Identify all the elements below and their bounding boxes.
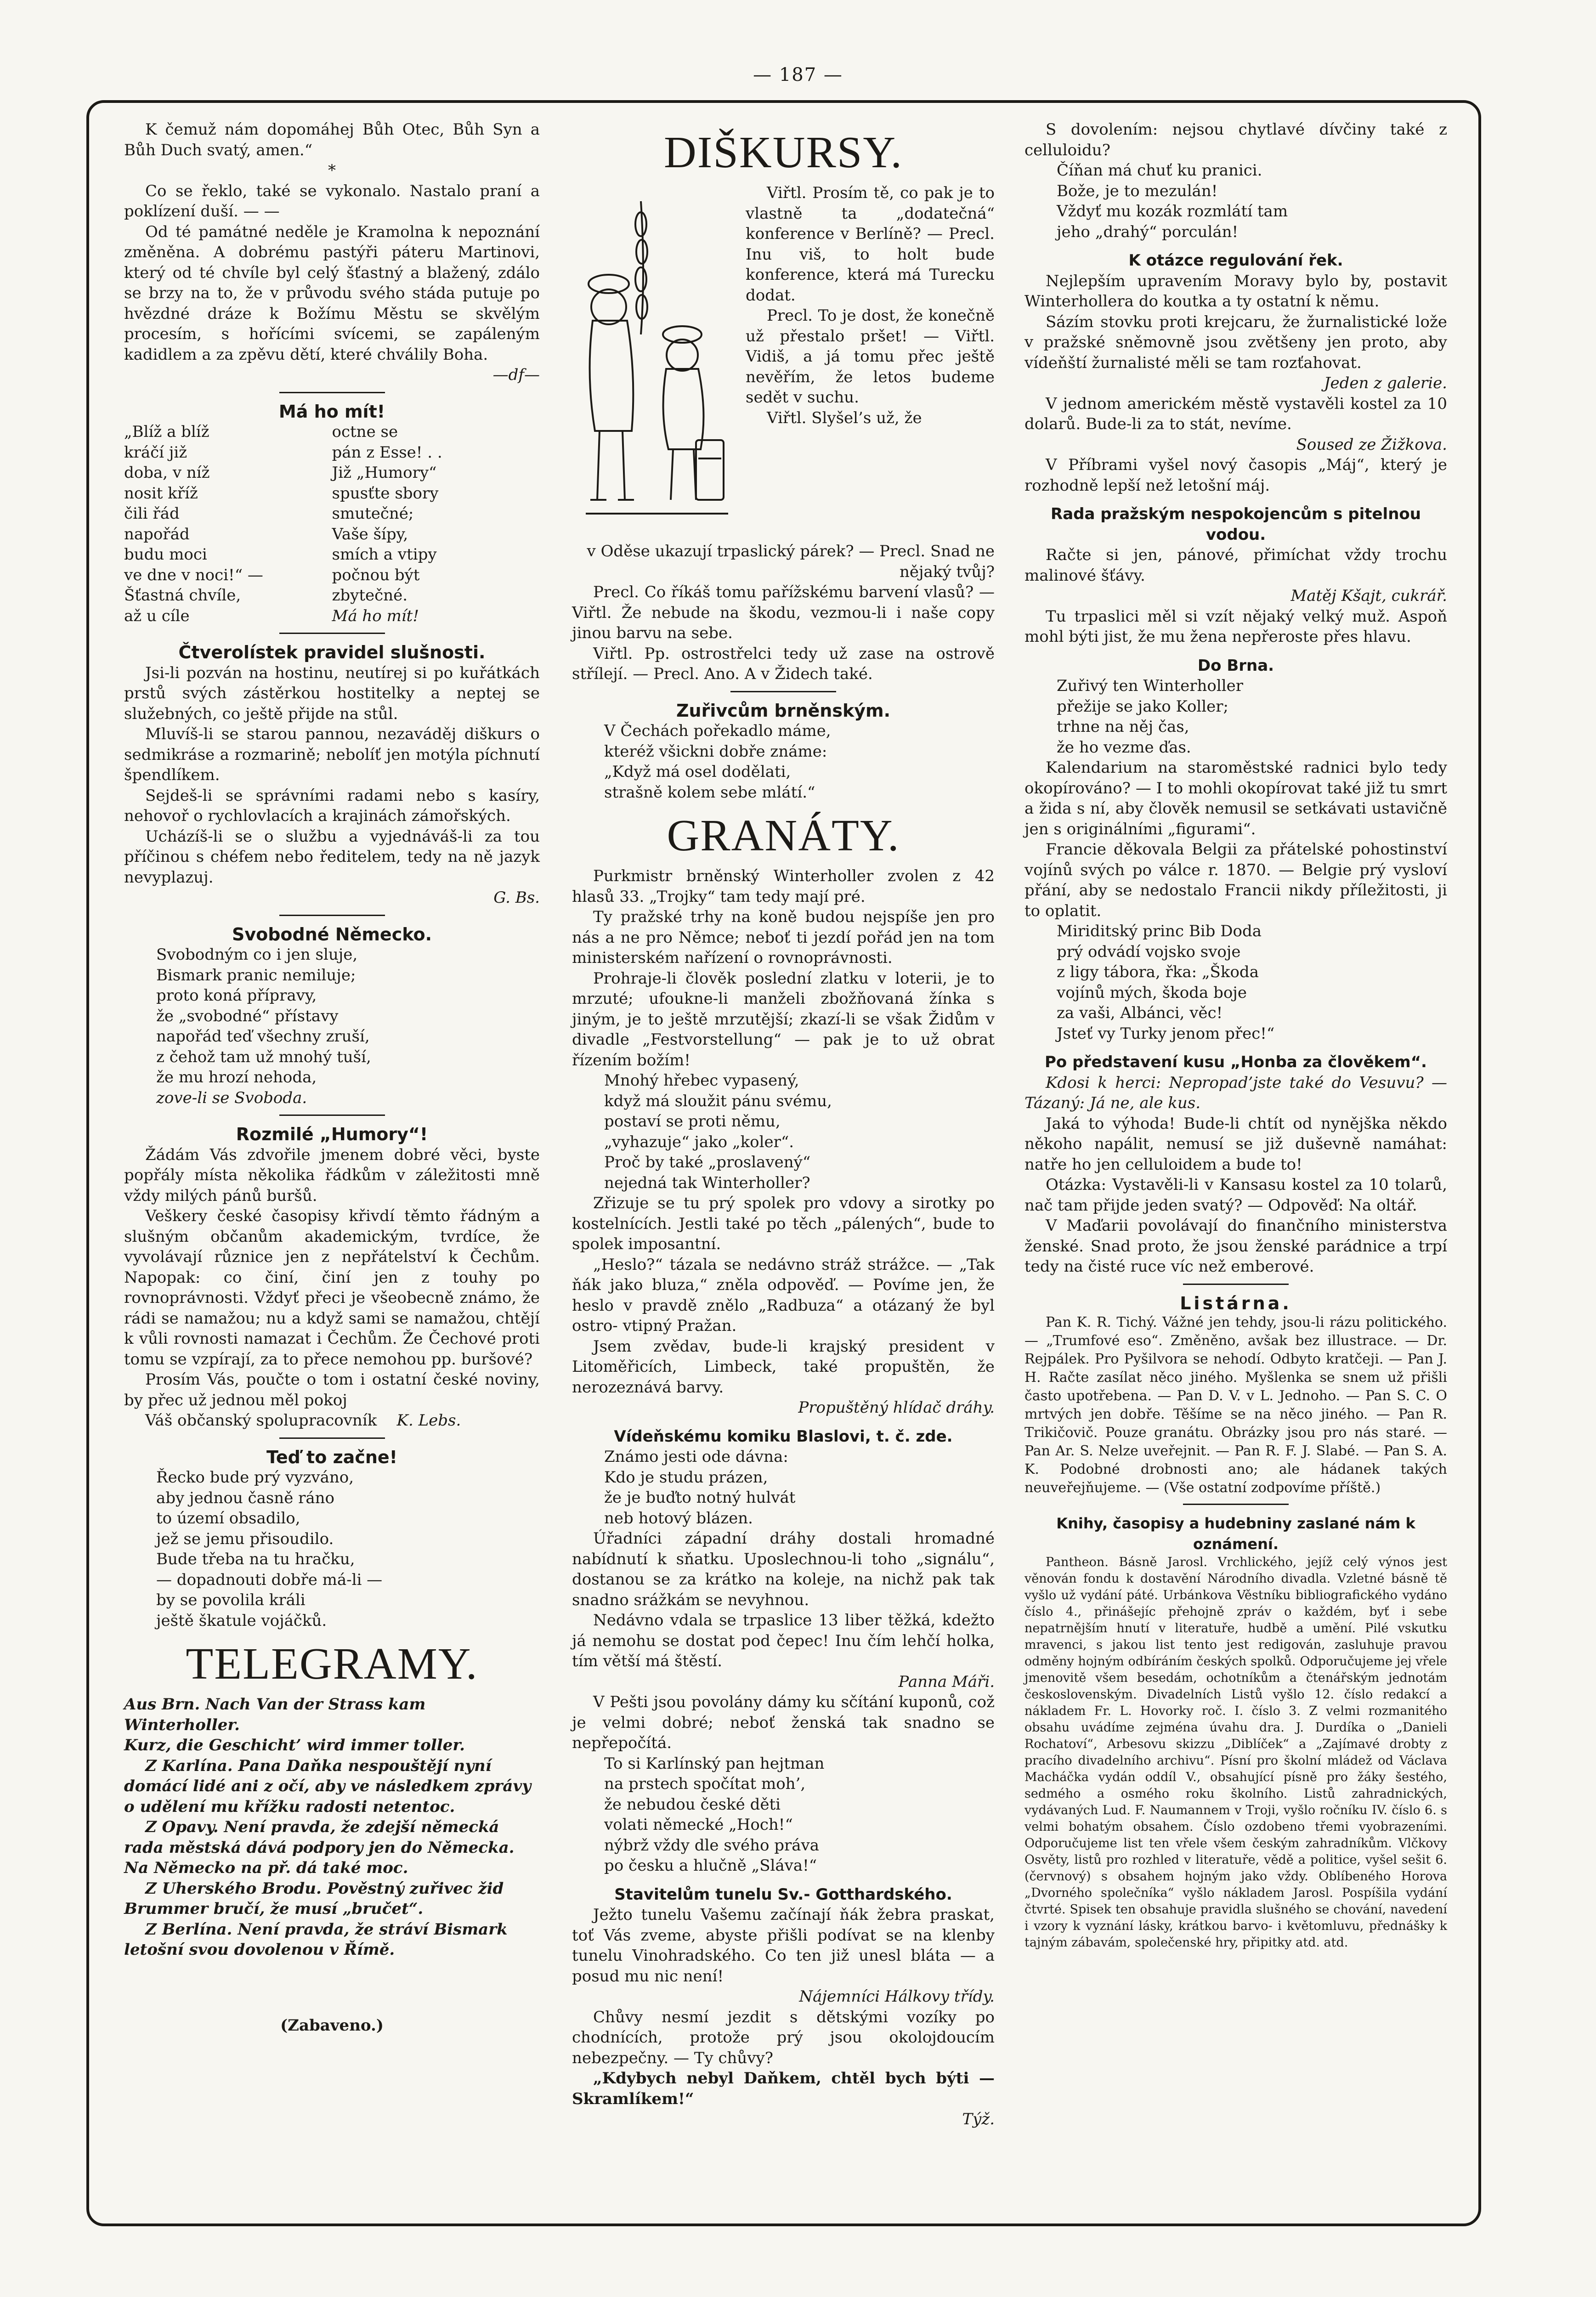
intro-para-1: K čemuž nám dopomáhej Bůh Otec, Bůh Syn a Bůh Duch svatý, amen.“ [124, 120, 540, 159]
poem-line: z čehož tam už mnohý tuší, [156, 1047, 371, 1066]
poem-line: čili řád [124, 504, 180, 523]
signature: K. Lebs. [396, 1411, 461, 1430]
article-para: S dovolením: nejsou chytlavé dívčiny také z celluloidu? [1024, 120, 1447, 159]
poem-line: smutečné; [332, 504, 414, 523]
poem-line: smích a vtipy [332, 545, 437, 564]
divider [730, 691, 836, 692]
poem-line: že ho vezme ďas. [1057, 738, 1191, 757]
divider [279, 633, 385, 634]
poem-line: Vaše šípy, [332, 525, 408, 543]
poem-line: proto koná přípravy, [156, 986, 317, 1005]
article-para: Jsi-li pozván na hostinu, neutírej si po kuřátkách prstů svých zástěrkou hostitelky a neptej se služebných, co ještě přijde na stůl. [124, 663, 540, 723]
poem-line: strašně kolem sebe mlátí.“ [604, 783, 815, 802]
intro-para-3: Od té památné neděle je Kramolna k nepoznání změněna. A dobrému pastýři páteru Martinovi, který od té chvíle byl celý šťastný a blažený, zdálo se brzy na to, že v průvodu svého stáda putuje po hvězdné dráze k Božímu Městu se skvělým procesím, s hořícími svícemi, se zapáleným kadidlem a za zpěvu dětí, které chválily Boha. [124, 222, 540, 364]
heading-svobodne-nemecko: Svobodné Německo. [232, 924, 432, 945]
dialog-para: Viřtl. Pp. ostrostřelci tedy už zase na ostrově střílejí. — Precl. Ano. A v Židech také. [572, 644, 995, 683]
poem-line: Miriditský princ Bib Doda [1057, 922, 1262, 940]
poem-line: „vyhazuje“ jako „koler“. [604, 1132, 794, 1151]
poem-line: Již „Humory“ [332, 464, 437, 482]
closing-line [124, 1410, 540, 1431]
poem-line: Řecko bude prý vyzváno, [156, 1468, 354, 1487]
heading-do-brna: Do Brna. [1197, 656, 1274, 675]
poem-line: postaví se proti němu, [604, 1112, 781, 1131]
page-number: — 187 — [753, 64, 843, 85]
column-middle [572, 119, 995, 2130]
article-para: V jednom americkém městě vystavěli kostel za 10 dolarů. Bude-li za to stát, nevíme. [1024, 394, 1447, 433]
poem-line: by se povolila králi [156, 1591, 306, 1609]
poem-line: když má sloužit pánu svému, [604, 1092, 832, 1110]
poem-line: napořád [124, 525, 190, 543]
article-para: V Pešti jsou povolány dámy ku sčítání kuponů, což je velmi dobré; neboť ženská tak snadno se nepřepočítá. [572, 1693, 995, 1752]
poem-line: zbytečné. [332, 586, 408, 605]
divider [279, 392, 385, 393]
poem-line: Má ho mít! [332, 606, 419, 625]
intro-signature: —df— [492, 366, 540, 384]
poem-line: jež se jemu přisoudilo. [156, 1529, 334, 1548]
poem-line: „Blíž a blíž [124, 423, 209, 441]
article-para: V Maďarii povolávají do finančního ministerstva ženské. Snad proto, že jsou ženské parádnice a trpí tedy na čisté ruce víc než emberové. [1024, 1216, 1447, 1276]
article-para: Zřizuje se tu prý spolek pro vdovy a sirotky po kostelnících. Jestli také po těch „pálených“, bude to spolek imposantní. [572, 1194, 995, 1253]
telegram-item: Z Uherského Brodu. Pověstný zuřivec žid Brummer bručí, že musí „bručet“. [124, 1879, 504, 1918]
poem-line: prý odvádí vojsko svoje [1057, 942, 1241, 961]
listarna-text: Pan K. R. Tichý. Vážné jen tehdy, jsou-li rázu politického. — „Trumfové eso“. Změněno, avšak bez illustrace. — Dr. Rejpálek. Pro Pyšilvora se nehodí. Odbyto kratčeji. — Pan J. H. Račte zasílat něco jiného. Myšlenka se snem už přišli často upotřebena. — Pan D. V. v L. Jednoho. — Pan S. C. O mrtvých jen dobře. Těšíme se na něco jiného. — Pan R. Trikičovič. Pouze granátu. Obrázky jsou pro nás staré. — Pan Ar. S. Nelze uveřejnit. — Pan R. F. J. Slabé. — Pan S. A. K. Podobné drobnosti ano; ale hádanek takých neuveřejňujeme. — (Vše ostatní zodpovíme příště.) [1024, 1314, 1447, 1496]
article-para: Chůvy nesmí jezdit s dětskými vozíky po chodnících, protože prý jsou okolojdoucím nebezpečny. — Ty chůvy? [572, 2008, 995, 2067]
poem-line: trhne na něj čas, [1057, 718, 1189, 736]
poem-line: Jsteť vy Turky jenom přec!“ [1057, 1024, 1275, 1043]
poem-karlin [572, 1754, 995, 1876]
poem-line: za vaši, Albánci, věc! [1057, 1004, 1223, 1022]
heading-videnskemu: Vídeňskému komiku Blaslovi, t. č. zde. [614, 1427, 953, 1446]
poem-line: přežije se jako Koller; [1057, 697, 1228, 716]
poem-line: Proč by také „proslavený“ [604, 1153, 811, 1171]
article-para: Prohraje-li člověk poslední zlatku v loterii, je to mrzuté; ufouknе-li manželi zbožňovaná žínka s jiným, je to ještě mrzutější; zkazí-li se však Židům v divadle „Festvorstellung“ — pak je to už obrat řízením božím! [572, 969, 995, 1069]
asterisk-divider: * [328, 161, 336, 180]
poem-line: Vždyť mu kozák rozmlátí tam [1057, 202, 1288, 221]
poem-line: po česku a hlučně „Sláva!“ [604, 1856, 817, 1875]
signature: Jeden z galerie. [1324, 374, 1447, 392]
article-para: Kalendarium na staroměstské radnici bylo tedy okopírováno? — I to mohli okopírovat také již tu smrt a žida s ní, aby člověk nemusil se setkávati ustavičně jen s originálními „figurami“. [1024, 758, 1447, 838]
poem-line: octne se [332, 423, 398, 441]
poem-line: aby jednou časně ráno [156, 1488, 335, 1507]
poem-line: napořád teď všechny zruší, [156, 1027, 370, 1046]
article-para: Francie děkovala Belgii za přátelské pohostinství vojínů svých po válce r. 1870. — Belgie prý vysloví přání, aby se nedostalo Francii nikdy příležitosti, ji to oplatit. [1024, 840, 1447, 920]
illustration-two-men-icon [572, 183, 737, 541]
signature: Týž. [962, 2110, 995, 2128]
heading-zurivcum: Zuřivcům brněnským. [676, 700, 891, 721]
article-para: Ty pražské trhy na koně budou nejspíše jen pro nás a ne pro Němce; neboť ti jezdí pořád jen na tom ministerském nařízení o rovnoprávnosti. [572, 908, 995, 967]
poem-line: neb hotový blázen. [604, 1509, 753, 1528]
diskursy-side-text [746, 183, 995, 541]
heading-ted-to-zacne: Teď to začne! [266, 1447, 398, 1467]
article-para: Ucházíš-li se o službu a vyjednáváš-li za tou příčinou s chéfem nebo ředitelem, tedy na ně jazyk nevyplazuj. [124, 827, 540, 887]
telegram-item: Z Opavy. Není pravda, že zdejší německá rada městská dává podpory jen do Německa. Na Německo na př. dá také moc. [124, 1818, 515, 1877]
heading-po-predstaveni: Po představení kusu „Honba za člověkem“. [1045, 1053, 1427, 1071]
poem-line: ještě škatule vojáčků. [156, 1611, 327, 1630]
poem-line: vojínů mých, škoda boje [1057, 983, 1247, 1002]
article-para: Jsem zvědav, bude-li krajský president v Litoměřicích, Limbeck, také propuštěn, že nerozeznává barvy. [572, 1337, 995, 1397]
poem-ted-to-zacne [124, 1467, 540, 1631]
dialog-para: Kdosi k herci: Nepropad’jste také do Vesuvu? — Tázaný: Já ne, ale kus. [1024, 1073, 1447, 1112]
poem-blasel [572, 1447, 995, 1528]
knihy-text: Pantheon. Básně Jarosl. Vrchlického, jejíž celý výnos jest věnován fondu k dostavění Národního divadla. Vzletné básně tě vyšlo už vydání páté. Urbánkova Věstníku bibliografického vydáno číslo 4., přinášejíc přehojně zpráv o každém, byť i sebe nepatrnějším hnutí v literatuře, hudbě a umění. Pilé vskutku mravenci, s jakou list tento jest redigován, zasluhuje pravou odměny hojným odbíráním českých spolků. Odporučujeme jej vřele jmenovitě všem besedám, ochotníkům a čtenářským jednotám československým. Divadelních Listů vyšlo 12. číslo redakcí a nákladem Fr. L. Hovorky roč. I. číslo 3. Z velmi rozmanitého obsahu uvádíme zejména úvahu dra. J. Durdíka o „Danieli Rochatoví“, Arbesovu skizzu „Diblíček“ a „Zajímavé drobty z pracího divadelního archivu“. Písní pro školní mládež od Václava Macháčka vydán oddíl V., obsahující písně pro žáky šestého, sedmého a osmého roku školního. Listů zahradnických, vydávaných Lud. F. Naumannem v Troji, vyšlo ročníku IV. číslo 6. s velmi bohatým obsahem. Číslo ozdobeno třemi vyobrazeními. Odporučujeme list ten vřele všem českým zahradníkům. Vlčkovy Osvěty, listů pro rozhled v literatuře, vědě a politice, vyšel sešit 6. (červnový) s obsahem hojným jako vždy. Oblíbeného Horova „Dvorného společníka“ vyšlo nákladem Jarosl. Pospíšila vydání čtvrté. Spisek ten obsahuje pravidla slušného se chování, navedení i vzory k vyznání lásky, krátkou barvo- i květomluvu, přednášky k tajným zábavám, společenské hry, připitky atd. atd. [1024, 1555, 1447, 1950]
poem-line: nejedná tak Winterholler? [604, 1173, 810, 1192]
poem-line: Číňan má chuť ku pranici. [1057, 161, 1262, 180]
poem-left-column [124, 422, 332, 626]
dialog-continuation: v Oděse ukazují trpaslický párek? — Precl. Snad ne nějaký tvůj? [587, 542, 995, 581]
heading-rozmile-humory: Rozmilé „Humory“! [236, 1124, 428, 1144]
poem-line: Bismark pranic nemiluje; [156, 966, 356, 984]
poem-cinan [1024, 160, 1447, 242]
divider [279, 915, 385, 916]
signature: Panna Máři. [898, 1672, 995, 1691]
article-para: „Heslo?“ tázala se nedávno stráž strážce. — „Tak ňák jako bluza,“ zněla odpověď. — Povíme jen, že heslo v pravdě znělo „Radbuza“ a otázaný že byl ostro- vtipný Pražan. [572, 1255, 995, 1335]
poem-line: „Když má osel dodělati, [604, 763, 791, 781]
article-para: Tu trpaslici měl si vzít nějaký velký muž. Aspoň mohl býti jist, že mu žena nepřeroste přes hlavu. [1024, 607, 1447, 646]
poem-svobodne-nemecko [124, 945, 540, 1108]
poem-line: že nebudou české děti [604, 1795, 781, 1814]
signature: Matěj Kšajt, cukrář. [1290, 587, 1447, 605]
poem-do-brna [1024, 676, 1447, 758]
telegram-item: Aus Brn. Nach Van der Strass kam Winterholler. [124, 1695, 426, 1734]
article-para: Nedávno vdala se trpaslice 13 liber těžká, kdežto já nemohu se dostat pod čepec! Inu čím lehčí holka, tím větší má štěstí. [572, 1611, 995, 1670]
poem-line: na prstech spočítat moh’, [604, 1775, 806, 1793]
article-para: Sázím stovku proti krejcaru, že žurnalistické lože v pražské sněmovně jsou zvětšeny jen proto, aby vídeňští žurnalisté měli se tam rozťahovat. [1024, 312, 1447, 372]
telegram-item: Z Karlína. Pana Daňka nespouštějí nyní domácí lidé ani z očí, aby ve následkem zprávy o udělení mu křížku radosti netentoc. [124, 1756, 531, 1816]
poem-line: budu moci [124, 545, 207, 564]
heading-otazce-reg: K otázce regulování řek. [1128, 251, 1343, 270]
poem-right-column [332, 422, 540, 626]
article-para: Otázka: Vystavěli-li v Kansasu kostel za 10 tolarů, nač tam přijde jeden svatý? — Odpověď: Na oltář. [1024, 1176, 1447, 1215]
article-para: Úřadníci západní dráhy dostali hromadné nabídnutí k sňatku. Uposlechnou-li toho „signálu“, dostanou se za krátko na koleje, na nichž pak tak snadno srážkám se nevyhnou. [572, 1529, 995, 1609]
poem-line: doba, v níž [124, 464, 210, 482]
article-para: Račte si jen, pánové, přimíchat vždy trochu malinové šťávy. [1024, 546, 1447, 585]
poem-line: nýbrž vždy dle svého práva [604, 1836, 820, 1855]
article-para: V Příbrami vyšel nový časopis „Máj“, který je rozhodně lepší než letošní máj. [1024, 456, 1447, 495]
poem-line: Bude třeba na tu hračku, [156, 1550, 355, 1568]
divider [279, 1437, 385, 1439]
divider [1183, 1284, 1289, 1285]
poem-line: Mnohý hřebec vypasený, [604, 1071, 799, 1090]
poem-line: ve dne v noci!“ — [124, 566, 263, 584]
signature: Nájemníci Hálkovy třídy. [799, 1987, 995, 2006]
article-para: Ježto tunelu Vašemu začínají ňák žebra praskat, toť Vás zveme, abyste přišli podívat se na klenby tunelu Vinohradského. Co ten již unesl bláta — a posud mu nic není! [572, 1906, 995, 1986]
column-right [1024, 119, 1447, 1951]
intro-para-2: Co se řeklo, také se vykonalo. Nastalo praní a poklízení duší. — — [124, 181, 540, 221]
article-para: Purkmistr brněnský Winterholler zvolen z 42 hlasů 33. „Trojky“ tam tedy mají pré. [572, 867, 995, 906]
poem-line: Známo jesti ode dávna: [604, 1448, 788, 1466]
poem-line: Svobodným co i jen sluje, [156, 945, 358, 964]
poem-line: kteréž všickni dobře známe: [604, 742, 827, 761]
poem-ma-ho-mit [124, 422, 540, 626]
heading-ma-ho-mit: Má ho mít! [278, 401, 385, 422]
poem-line: že „svobodné“ přístavy [156, 1007, 339, 1025]
poem-bib-doda [1024, 921, 1447, 1044]
closing-text: Váš občanský spolupracovník [145, 1411, 377, 1430]
heading-listarna: Listárna. [1180, 1293, 1292, 1313]
poem-line: počnou být [332, 566, 420, 584]
column-left [124, 119, 540, 2036]
poem-line: zove-li se Svoboda. [156, 1088, 307, 1107]
poem-line: volati německé „Hoch!“ [604, 1816, 793, 1834]
poem-line: kráčí již [124, 443, 187, 462]
heading-granaty: GRANÁTY. [667, 811, 900, 860]
poem-line: pán z Esse! . . [332, 443, 442, 462]
dialog-para: Viřtl. Slyšel’s už, že [767, 408, 922, 427]
poem-line: spusťte sbory [332, 484, 439, 503]
poem-line: V Čechách pořekadlo máme, [604, 722, 831, 740]
article-para: Sejdeš-li se správními radami nebo s kasíry, nehovoř o rychlovlacích a krajinách zámořských. [124, 786, 540, 825]
telegram-item: Z Berlína. Není pravda, že stráví Bismark letošní svou dovolenou v Římě. [124, 1920, 508, 1959]
poem-line: Kdo je studu prázen, [604, 1468, 768, 1487]
poem-line: Šťastná chvíle, [124, 586, 241, 605]
zabaveno-note: (Zabaveno.) [280, 2016, 384, 2035]
article-para: Jaká to výhoda! Bude-li chtít od nynějška někdo někoho napálit, nemusí se již duševně namáhat: natře ho jen celluloidem a bude to! [1024, 1114, 1447, 1174]
article-para: Prosím Vás, poučte o tom i ostatní české noviny, by přec už jednou měl pokoj [124, 1370, 540, 1409]
poem-line: to území obsadilo, [156, 1509, 300, 1528]
heading-rada: Rada pražským nespokojencům s pitelnou vodou. [1051, 505, 1421, 544]
article-para: Mluvíš-li se starou pannou, nezaváděj diškurs o sedmikráse a rozmarině; nebolíť jen motýla píchnutí špendlíkem. [124, 725, 540, 784]
heading-diskursy: DIŠKURSY. [664, 128, 903, 177]
poem-hrebec [572, 1070, 995, 1193]
telegramy-list [124, 1694, 540, 1960]
article-para: Nejlepším upravením Moravy bylo by, postavit Winterhollera do koutka a ty ostatní k němu. [1024, 272, 1447, 311]
poem-line: z ligy tábora, řka: „Škoda [1057, 963, 1259, 981]
dialog-para: Precl. Co říkáš tomu pařížskému barvení vlasů? — Viřtl. Že nebude na škodu, vezmou-li i naše copy jinou barvu na sebe. [572, 583, 995, 642]
dialog-para: Precl. To je dost, že konečně už přestalo pršet! — Viřtl. Vidiš, a já tomu přec ještě nevěřím, že letos budeme sedět v suchu. [746, 306, 995, 407]
poem-line: až u cíle [124, 606, 190, 625]
poem-line: To si Karlínský pan hejtman [604, 1754, 825, 1773]
heading-stavitelum: Stavitelům tunelu Sv.- Gotthardského. [614, 1885, 952, 1904]
article-para: Žádám Vás zdvořile jmenem dobré věci, byste popřály místa několika řádkům v záležitosti mně vždy milých pánů buršů. [124, 1145, 540, 1205]
poem-line: jeho „drahý“ porculán! [1057, 222, 1239, 241]
heading-knihy: Knihy, časopisy a hudebniny zaslané nám k oznámení. [1056, 1515, 1415, 1553]
heading-telegramy: TELEGRAMY. [186, 1639, 478, 1689]
poem-zurivcum [572, 721, 995, 803]
dialog-para: Viřtl. Prosím tě, co pak je to vlastně ta „dodatečná“ konference v Berlíně? — Precl. Inu viš, to holt bude konference, která má Turecku dodat. [746, 184, 995, 305]
signature: Propuštěný hlídač dráhy. [798, 1398, 995, 1417]
heading-ctverolistek: Čtverolístek pravidel slušnosti. [178, 642, 486, 662]
poem-line: nosit kříž [124, 484, 198, 503]
diskursy-block [572, 183, 995, 541]
signature: G. Bs. [493, 888, 540, 907]
article-para: „Kdybych nebyl Daňkem, chtěl bych býti — Skramlíkem!“ [572, 2069, 995, 2108]
signature: Soused ze Žižkova. [1296, 435, 1447, 454]
poem-line: Bože, je to mezulán! [1057, 181, 1218, 200]
poem-line: že je buďto notný hulvát [604, 1488, 796, 1507]
divider [279, 1115, 385, 1116]
telegram-item: Kurz, die Geschicht’ wird immer toller. [124, 1736, 465, 1754]
article-para: Veškery české časopisy křivdí těmto řádným a slušným občanům akademickým, tvrdíce, že vyvolávají různice jen z nepřátelství k Čechům. Napopak: co činí, činí jen z touhy po rovnoprávnosti. Vždyť přeci je všeobecně známo, že rádi se namažou; nu a když sami se namažou, chtějí k vůli rovnosti namazat i Čechům. Že Čechové proti tomu se vzpírají, za to přece nemohou pp. buršové? [124, 1207, 540, 1369]
poem-line: Zuřivý ten Winterholler [1057, 677, 1244, 695]
divider [1183, 1504, 1289, 1505]
poem-line: — dopadnouti dobře má-li — [156, 1570, 383, 1589]
poem-line: že mu hrozí nehoda, [156, 1068, 317, 1086]
